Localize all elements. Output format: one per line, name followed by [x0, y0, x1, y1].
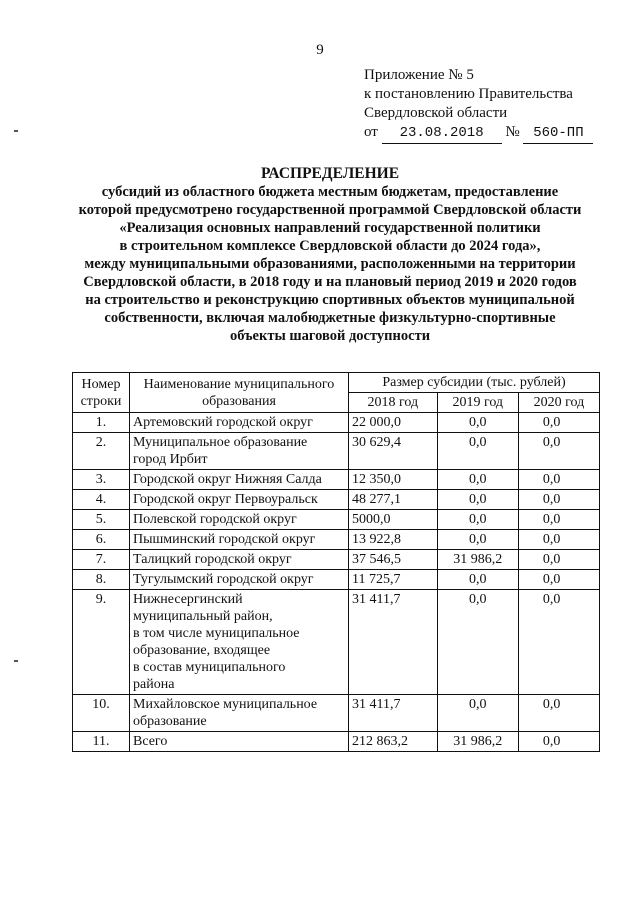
document-title [60, 165, 600, 345]
title-line: на строительство и реконструкцию спортивных объектов муниципальной [85, 292, 575, 308]
header-2019: 2019 год [437, 393, 518, 413]
municipality-name-line: город Ирбит [133, 452, 208, 467]
table-row [73, 470, 600, 490]
document-date: 23.08.2018 [382, 124, 502, 144]
row-number: 2. [73, 433, 130, 470]
municipality-name [130, 490, 349, 510]
title-line: собственности, включая малобюджетные физкультурно-спортивные [104, 310, 556, 326]
subsidy-2018: 12 350,0 [349, 470, 438, 490]
subsidy-2020: 0,0 [518, 550, 599, 570]
table-row [73, 433, 600, 470]
row-number: 1. [73, 413, 130, 433]
municipality-name-line: района [133, 677, 175, 692]
subsidy-2018: 31 411,7 [349, 590, 438, 695]
municipality-name-line: образование [133, 714, 207, 729]
municipality-name-line: Всего [133, 734, 168, 749]
page-number: 9 [316, 42, 324, 58]
table-row [73, 732, 600, 752]
table-row [73, 510, 600, 530]
row-number: 5. [73, 510, 130, 530]
municipality-name [130, 732, 349, 752]
header-2018: 2018 год [349, 393, 438, 413]
title-line: Свердловской области, в 2018 году и на плановый период 2019 и 2020 годов [83, 274, 577, 290]
header-row-number [73, 373, 130, 413]
subsidy-2020: 0,0 [518, 590, 599, 695]
subsidy-2020: 0,0 [518, 530, 599, 550]
subsidy-2020: 0,0 [518, 490, 599, 510]
subsidy-2019: 0,0 [437, 570, 518, 590]
title-heading: РАСПРЕДЕЛЕНИЕ [260, 165, 400, 182]
municipality-name [130, 550, 349, 570]
title-line: в строительном комплексе Свердловской области до 2024 года», [119, 238, 541, 254]
date-prefix: от [364, 124, 378, 140]
municipality-name-line: Пышминский городской округ [133, 532, 316, 547]
table-row [73, 550, 600, 570]
row-number: 4. [73, 490, 130, 510]
header-2020: 2020 год [518, 393, 599, 413]
table-row [73, 570, 600, 590]
subsidy-2018: 30 629,4 [349, 433, 438, 470]
margin-mark [14, 130, 18, 132]
header-text: образования [202, 393, 276, 409]
margin-mark [14, 660, 18, 662]
subsidy-2020: 0,0 [518, 433, 599, 470]
document-number: 560-ПП [523, 124, 593, 144]
municipality-name-line: Городской округ Нижняя Салда [133, 472, 322, 487]
appendix-header [364, 66, 593, 144]
row-number: 11. [73, 732, 130, 752]
municipality-name [130, 590, 349, 695]
subsidy-2020: 0,0 [518, 470, 599, 490]
municipality-name [130, 695, 349, 732]
title-line: объекты шаговой доступности [229, 328, 431, 344]
municipality-name-line: образование, входящее [133, 643, 271, 658]
appendix-line: Свердловской области [364, 105, 508, 121]
municipality-name-line: в состав муниципального [133, 660, 286, 675]
subsidy-2019: 0,0 [437, 530, 518, 550]
municipality-name [130, 470, 349, 490]
table-row [73, 590, 600, 695]
table-row [73, 413, 600, 433]
subsidy-2020: 0,0 [518, 570, 599, 590]
municipality-name-line: Нижнесергинский [133, 592, 243, 607]
header-subsidy: Размер субсидии (тыс. рублей) [349, 373, 600, 393]
number-prefix: № [505, 124, 520, 140]
municipality-name-line: Михайловское муниципальное [133, 697, 318, 712]
table-row [73, 695, 600, 732]
appendix-line: Приложение № 5 [364, 67, 474, 83]
row-number: 3. [73, 470, 130, 490]
title-line: между муниципальными образованиями, расположенными на территории [84, 256, 576, 272]
subsidy-2018: 22 000,0 [349, 413, 438, 433]
appendix-date-row [364, 123, 593, 144]
header-text: Номер [81, 376, 121, 392]
subsidy-2020: 0,0 [518, 413, 599, 433]
row-number: 7. [73, 550, 130, 570]
municipality-name-line: Тугулымский городской округ [133, 572, 314, 587]
municipality-name-line: Муниципальное образование [133, 435, 308, 450]
subsidy-2019: 31 986,2 [437, 732, 518, 752]
municipality-name [130, 510, 349, 530]
row-number: 6. [73, 530, 130, 550]
row-number: 9. [73, 590, 130, 695]
municipality-name [130, 530, 349, 550]
municipality-name-line: Талицкий городской округ [133, 552, 292, 567]
municipality-name-line: в том числе муниципальное [133, 626, 300, 641]
subsidy-2018: 11 725,7 [349, 570, 438, 590]
municipality-name-line: Артемовский городской округ [133, 415, 313, 430]
subsidy-2018: 31 411,7 [349, 695, 438, 732]
subsidy-2020: 0,0 [518, 732, 599, 752]
title-line: субсидий из областного бюджета местным бюджетам, предоставление [101, 184, 559, 200]
row-number: 10. [73, 695, 130, 732]
subsidy-2020: 0,0 [518, 510, 599, 530]
subsidy-2020: 0,0 [518, 695, 599, 732]
table-row [73, 530, 600, 550]
municipality-name-line: Городской округ Первоуральск [133, 492, 318, 507]
municipality-name [130, 433, 349, 470]
header-text: Наименование муниципального [143, 376, 335, 392]
subsidy-2018: 48 277,1 [349, 490, 438, 510]
subsidy-2019: 0,0 [437, 433, 518, 470]
table-row [73, 490, 600, 510]
title-line: «Реализация основных направлений государственной политики [119, 220, 541, 236]
subsidy-2019: 0,0 [437, 470, 518, 490]
municipality-name-line: муниципальный район, [133, 609, 273, 624]
subsidy-2019: 31 986,2 [437, 550, 518, 570]
municipality-name [130, 570, 349, 590]
subsidy-2018: 5000,0 [349, 510, 438, 530]
subsidy-2018: 13 922,8 [349, 530, 438, 550]
subsidy-2018: 37 546,5 [349, 550, 438, 570]
subsidy-2019: 0,0 [437, 510, 518, 530]
municipality-name [130, 413, 349, 433]
subsidy-2019: 0,0 [437, 490, 518, 510]
title-line: которой предусмотрено государственной программой Свердловской области [78, 202, 582, 218]
subsidy-2019: 0,0 [437, 413, 518, 433]
subsidy-table [72, 372, 600, 752]
subsidy-2019: 0,0 [437, 590, 518, 695]
header-name [130, 373, 349, 413]
table-body [73, 413, 600, 752]
header-text: строки [80, 393, 122, 409]
appendix-line: к постановлению Правительства [364, 86, 573, 102]
subsidy-2018: 212 863,2 [349, 732, 438, 752]
row-number: 8. [73, 570, 130, 590]
municipality-name-line: Полевской городской округ [133, 512, 297, 527]
subsidy-2019: 0,0 [437, 695, 518, 732]
